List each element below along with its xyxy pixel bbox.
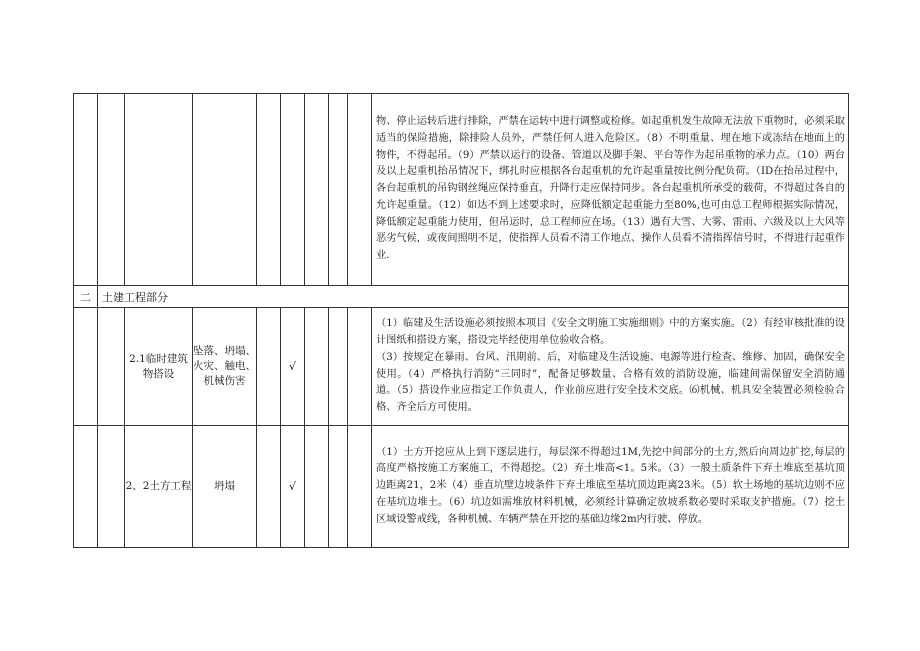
cell-index: [74, 94, 98, 286]
safety-measures-table: [73, 93, 849, 548]
measures-paragraph: （3）按规定在暴雨、台风、汛期前、后，对临建及生活设施、电源等进行检查、维修、加固，确保安全使用。（4）严格执行消防“三同时”，配备足够数量、合格有效的消防设施，临建间需保留安全消防通道。（5）搭设作业应指定工作负责人，作业前应进行安全技术交底。⑹机械、机具安全装置必须检验合格、齐全后方可使用。: [376, 351, 845, 414]
cell-check-3: [305, 308, 329, 426]
hazard-text: 坠落、坍塌、火灾、触电、机械伤害: [193, 308, 257, 426]
section-title: 土建工程部分: [98, 286, 849, 308]
cell-check-2: [281, 94, 305, 286]
measures-paragraph: （1）土方开挖应从上到下逐层进行，每层深不得超过1M,先挖中间部分的土方,然后向周边扩挖,每层的高度严格按施工方案施工，不得超挖。（2）弃土堆高<1。5米。（3）一般土质条件下弃土堆底至基坑顶边距离21，2米（4）垂直坑壁边坡条件下弃土堆底至基坑顶边距离23米。（5）软土场地的基坑边则不应在基坑边堆土。（6）坑边如需堆放材料机械，必须经计算确定放坡系数必要时采取支护措施。（7）挖土区域设警戒线，各种机械、车辆严禁在开挖的基础边缘2m内行驶、停放。: [376, 446, 845, 525]
cell-check-1: [257, 426, 281, 548]
cell-hazard: [193, 94, 257, 286]
cell-check-4: [329, 94, 348, 286]
cell-check-5: [348, 94, 372, 286]
cell-check-1: [257, 94, 281, 286]
hazard-text: 坍塌: [193, 426, 257, 548]
cell-check-5: [348, 308, 372, 426]
cell-check-3: [305, 94, 329, 286]
cell-check-1: [257, 308, 281, 426]
cell-subindex: [98, 94, 125, 286]
check-mark: √: [281, 426, 305, 548]
section-number: 二: [74, 286, 98, 308]
cell-item-name: [125, 94, 193, 286]
cell-index: [74, 426, 98, 548]
measures-paragraph: （1）临建及生活设施必须按照本项目《安全文明施工实施细则》中的方案实施。（2）有经审核批准的设计图纸和搭设方案，搭设完毕经使用单位验收合格。: [376, 318, 845, 346]
cell-check-5: [348, 426, 372, 548]
table-row: [74, 426, 849, 548]
cell-subindex: [98, 308, 125, 426]
item-name: 2、2土方工程: [125, 426, 193, 548]
cell-check-4: [329, 426, 348, 548]
table-row: [74, 308, 849, 426]
measures-text: [372, 308, 849, 426]
check-mark: √: [281, 308, 305, 426]
cell-check-3: [305, 426, 329, 548]
cell-index: [74, 308, 98, 426]
measures-paragraph: 物、停止运转后进行排除，严禁在运转中进行调整或检修。如起重机发生故障无法放下重物时，必须采取适当的保险措施，除排险人员外，严禁任何人进入危险区。（8）不明重量、埋在地下或冻结在地面上的物件，不得起吊。（9）严禁以运行的设备、管道以及脚手架、平台等作为起吊重物的承力点。（10）两台及以上起重机抬吊情况下，绑扎时应根据各台起重机的允许起重量按比例分配负荷。（ID在抬吊过程中，各台起重机的吊钩钢丝绳应保持垂直，升降行走应保持同步。各台起重机所承受的载荷，不得超过各自的允许起重量。（12）如达不到上述要求时，应降低额定起重能力至80%,也可由总工程师根据实际情况，降低额定起重能力使用，但吊运时，总工程师应在场。（13）遇有大雪、大雾、雷雨、六级及以上大风等恶劣气候，或夜间照明不足，使指挥人员看不清工作地点、操作人员看不清指挥信号时，不得进行起重作业.: [376, 115, 845, 262]
continuation-row: [74, 94, 849, 286]
section-header-row: [74, 286, 849, 308]
measures-text: [372, 94, 849, 286]
cell-check-4: [329, 308, 348, 426]
measures-text: [372, 426, 849, 548]
cell-subindex: [98, 426, 125, 548]
item-name: 2.1临时建筑物搭设: [125, 308, 193, 426]
